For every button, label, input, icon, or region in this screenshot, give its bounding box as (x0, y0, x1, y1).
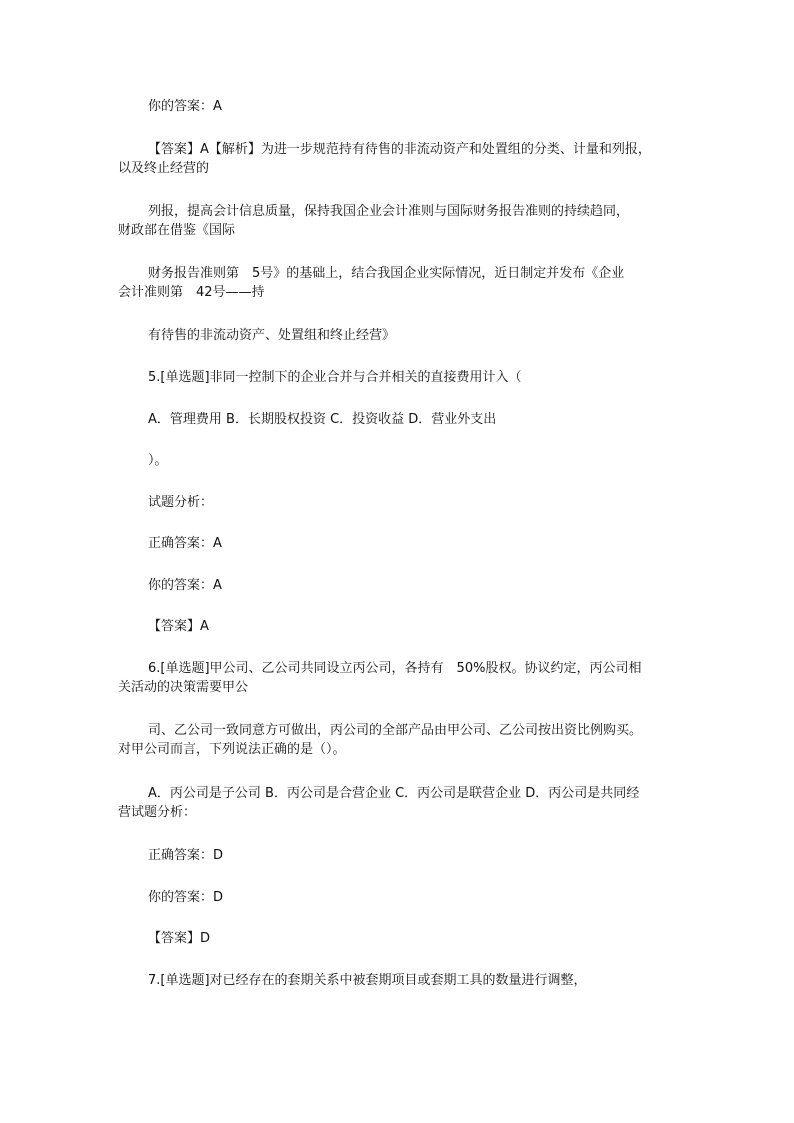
correct-answer-line: 正确答案：D (148, 848, 224, 863)
question-6-stem: 司、乙公司一致同意方可做出，丙公司的全部产品由甲公司、乙公司按出资比例购买。 (148, 723, 643, 738)
question-5-stem: 5.[单选题]非同一控制下的企业合并与合并相关的直接费用计入（ (148, 370, 522, 385)
answer-analysis-line: 【答案】A【解析】为进一步规范持有待售的非流动资产和处置组的分类、计量和列报， (148, 142, 651, 157)
answer-analysis-line: 以及终止经营的 (118, 161, 210, 176)
question-6-stem: 6.[单选题]甲公司、乙公司共同设立丙公司，各持有 50%股权。协议约定，丙公司相 (148, 661, 642, 676)
answer-line: 【答案】A (148, 619, 209, 634)
question-6-stem: 关活动的决策需要甲公 (118, 680, 249, 695)
question-5-stem-end: ）。 (148, 453, 168, 468)
correct-answer-line: 正确答案：A (148, 536, 222, 551)
analysis-paragraph-line: 有待售的非流动资产、处置组和终止经营》 (148, 328, 396, 343)
question-7-stem: 7.[单选题]对已经存在的套期关系中被套期项目或套期工具的数量进行调整， (148, 973, 587, 988)
your-answer-line: 你的答案：A (148, 99, 222, 114)
analysis-paragraph-line: 财政部在借鉴《国际 (118, 223, 236, 238)
your-answer-line: 你的答案：A (148, 578, 222, 593)
question-6-options: 营试题分析： (118, 805, 197, 820)
analysis-paragraph-line: 财务报告准则第 5号》的基础上，结合我国企业实际情况，近日制定并发布《企业 (148, 266, 625, 281)
question-6-stem: 对甲公司而言，下列说法正确的是（）。 (118, 742, 346, 757)
question-6-options: A．丙公司是子公司 B．丙公司是合营企业 C．丙公司是联营企业 D．丙公司是共同经 (148, 786, 640, 801)
analysis-paragraph-line: 列报，提高会计信息质量，保持我国企业会计准则与国际财务报告准则的持续趋同， (148, 204, 630, 219)
answer-line: 【答案】D (148, 931, 211, 946)
analysis-paragraph-line: 会计准则第 42号——持 (118, 285, 265, 300)
your-answer-line: 你的答案：D (148, 890, 224, 905)
question-5-options: A．管理费用 B．长期股权投资 C．投资收益 D．营业外支出 (148, 412, 497, 427)
question-analysis-label: 试题分析： (148, 495, 214, 510)
